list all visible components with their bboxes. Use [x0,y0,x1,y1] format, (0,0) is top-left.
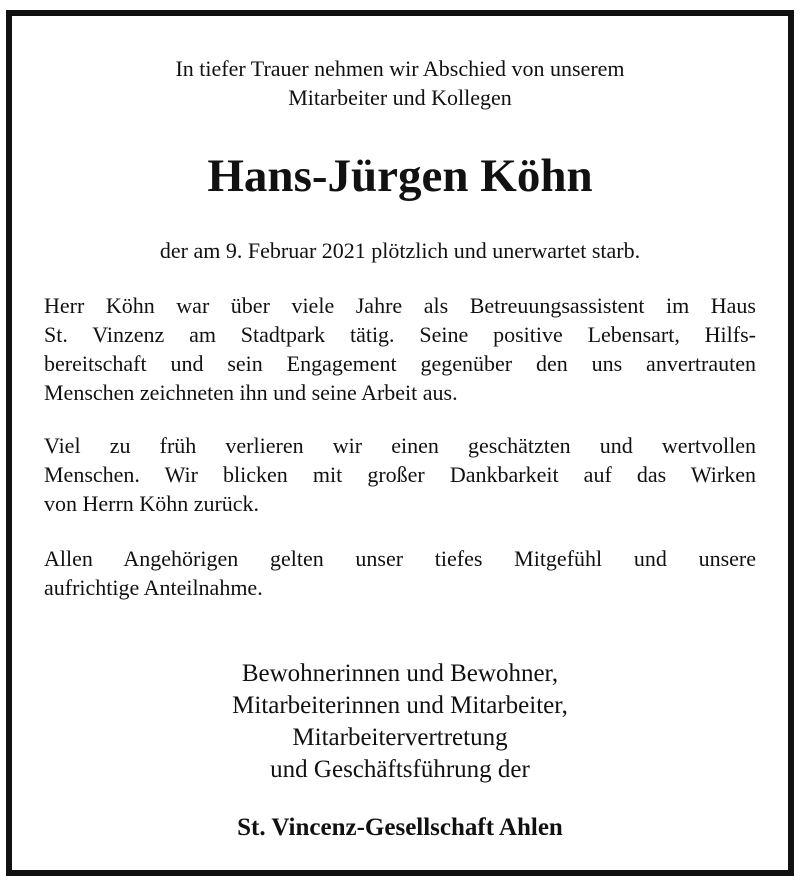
intro-line: Mitarbeiter und Kollegen [288,85,512,110]
obituary-notice-content [44,16,756,870]
death-date-line: der am 9. Februar 2021 plötzlich und unerwartet starb. [159,238,641,263]
signer-line: Bewohnerinnen und Bewohner, [241,660,559,687]
paragraph-line: Allen Angehörigen gelten unser tiefes Mitgefühl und unsere [44,546,756,571]
paragraph-line: St. Vinzenz am Stadtpark tätig. Seine positive Lebensart, Hilfs- [44,322,756,347]
paragraph-tribute [44,291,756,407]
paragraph-line: Viel zu früh verlieren wir einen geschätzten und wertvollen [44,433,756,458]
paragraph-line: von Herrn Köhn zurück. [44,491,260,516]
signer-line: Mitarbeiterinnen und Mitarbeiter, [232,692,568,719]
obituary-notice-frame [6,10,794,876]
signer-line: Mitarbeitervertretung [292,724,508,751]
paragraph-line: Menschen zeichneten ihn und seine Arbeit aus. [44,380,458,405]
signer-line: und Geschäftsführung der [270,756,530,783]
intro-text [44,54,756,112]
paragraph-line: bereitschaft und sein Engagement gegenüber den uns anvertrauten [44,351,756,376]
paragraph-line: Menschen. Wir blicken mit großer Dankbarkeit auf das Wirken [44,462,756,487]
paragraph-line: aufrichtige Anteilnahme. [44,575,263,600]
signers-block [44,658,756,786]
paragraph-gratitude [44,431,756,518]
organization-name: St. Vincenz-Gesellschaft Ahlen [237,814,563,841]
paragraph-line: Herr Köhn war über viele Jahre als Betreuungsassistent im Haus [44,293,756,318]
deceased-name: Hans-Jürgen Köhn [207,150,593,202]
paragraph-condolence [44,544,756,602]
intro-line: In tiefer Trauer nehmen wir Abschied von unserem [175,56,625,81]
